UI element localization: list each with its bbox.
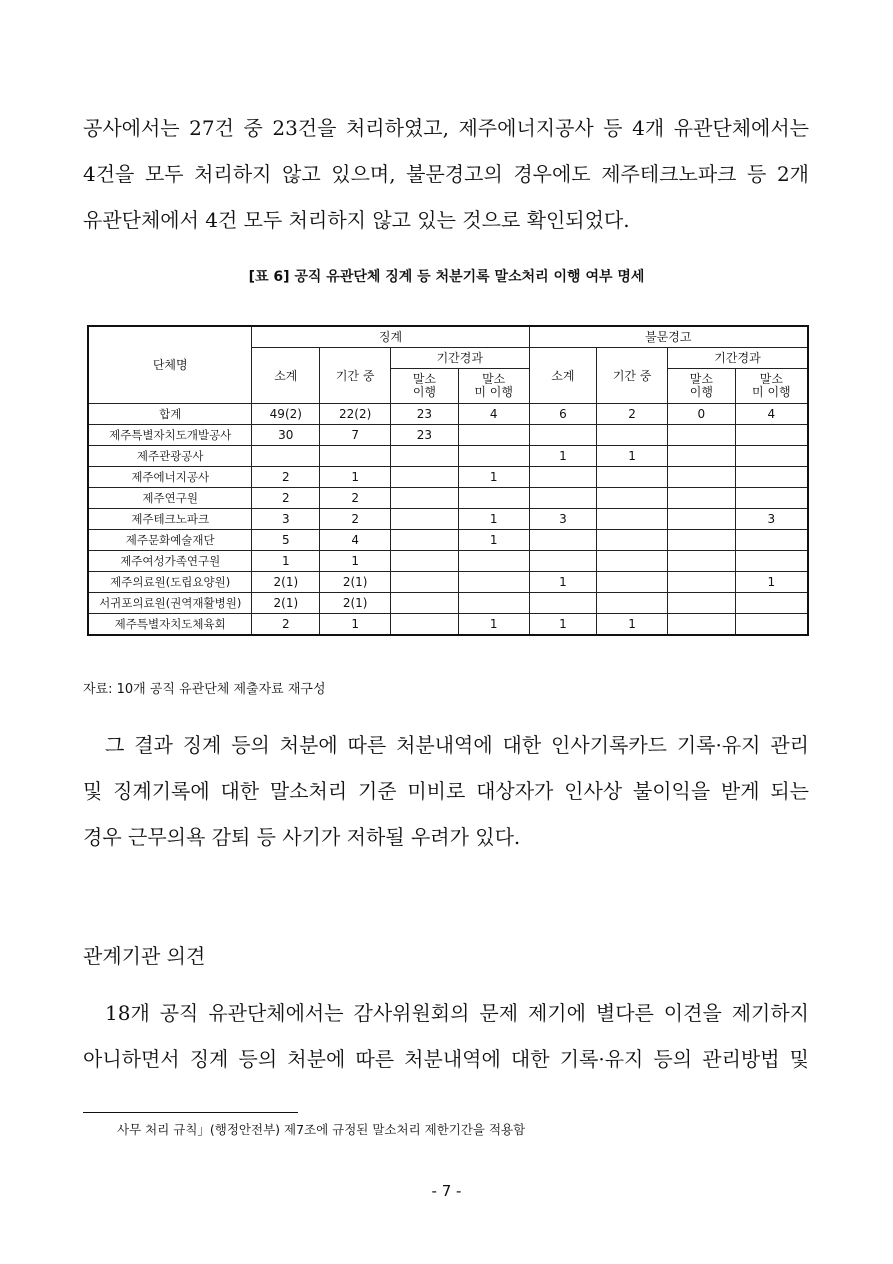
value-cell: 2(1) [252, 572, 320, 593]
org-name-cell: 제주관광공사 [88, 446, 252, 467]
value-cell: 2 [252, 488, 320, 509]
value-cell: 3 [735, 509, 808, 530]
footnote-rule [83, 1112, 298, 1113]
value-cell [735, 551, 808, 572]
org-name-cell: 제주특별자치도체육회 [88, 614, 252, 636]
value-cell: 1 [458, 467, 529, 488]
value-cell [735, 530, 808, 551]
value-cell [597, 488, 668, 509]
value-cell [735, 488, 808, 509]
table-source: 자료: 10개 공직 유관단체 제출자료 재구성 [83, 682, 326, 697]
org-name-cell: 제주특별자치도개발공사 [88, 425, 252, 446]
org-name-cell: 제주의료원(도립요양원) [88, 572, 252, 593]
table-body [88, 404, 808, 636]
page-number: - 7 - [431, 1182, 462, 1200]
value-cell [391, 467, 459, 488]
value-cell: 1 [529, 572, 597, 593]
value-cell [667, 509, 735, 530]
value-cell [667, 593, 735, 614]
value-cell [391, 572, 459, 593]
header-elapsed: 기간경과 [391, 348, 529, 369]
paragraph-1 [83, 105, 809, 243]
table-row [88, 593, 808, 614]
value-cell [735, 425, 808, 446]
value-cell: 1 [597, 614, 668, 636]
value-cell [597, 425, 668, 446]
value-cell [458, 572, 529, 593]
value-cell [391, 551, 459, 572]
header-done: 말소 이행 [391, 369, 459, 404]
table-row [88, 614, 808, 636]
value-cell: 2(1) [320, 572, 391, 593]
value-cell: 7 [320, 425, 391, 446]
value-cell [529, 593, 597, 614]
header-in-period: 기간 중 [320, 348, 391, 404]
value-cell: 1 [458, 614, 529, 636]
paragraph-line: 아니하면서 징계 등의 처분에 따른 처분내역에 대한 기록·유지 등의 관리방법 및 [83, 1047, 809, 1071]
section-heading: 관계기관 의견 [83, 944, 206, 968]
table-row [88, 551, 808, 572]
value-cell: 23 [391, 425, 459, 446]
org-name-cell: 제주에너지공사 [88, 467, 252, 488]
value-cell: 4 [735, 404, 808, 425]
value-cell [458, 551, 529, 572]
header-done: 말소 이행 [667, 369, 735, 404]
value-cell: 1 [252, 551, 320, 572]
value-cell [667, 551, 735, 572]
value-cell: 2 [320, 509, 391, 530]
value-cell [458, 593, 529, 614]
value-cell: 4 [320, 530, 391, 551]
value-cell [667, 425, 735, 446]
value-cell [667, 614, 735, 636]
value-cell [529, 488, 597, 509]
header-warning: 불문경고 [529, 326, 808, 348]
value-cell: 3 [252, 509, 320, 530]
value-cell: 49(2) [252, 404, 320, 425]
value-cell [458, 425, 529, 446]
value-cell: 23 [391, 404, 459, 425]
value-cell: 0 [667, 404, 735, 425]
value-cell [667, 488, 735, 509]
value-cell: 1 [320, 551, 391, 572]
header-org: 단체명 [88, 326, 252, 404]
value-cell: 1 [458, 509, 529, 530]
value-cell [320, 446, 391, 467]
paragraph-line: 18개 공직 유관단체에서는 감사위원회의 문제 제기에 별다른 이견을 제기하지 [105, 1001, 809, 1025]
value-cell: 1 [597, 446, 668, 467]
value-cell [391, 614, 459, 636]
table-row [88, 404, 808, 425]
paragraph-line: 4건을 모두 처리하지 않고 있으며, 불문경고의 경우에도 제주테크노파크 등 2개 [83, 162, 809, 186]
org-name-cell: 서귀포의료원(권역재활병원) [88, 593, 252, 614]
header-subtotal: 소계 [252, 348, 320, 404]
disposal-record-table [87, 325, 809, 636]
value-cell [391, 593, 459, 614]
value-cell: 2 [597, 404, 668, 425]
paragraph-line: 경우 근무의욕 감퇴 등 사기가 저하될 우려가 있다. [83, 825, 521, 849]
value-cell [391, 446, 459, 467]
value-cell [529, 551, 597, 572]
paragraph-line: 공사에서는 27건 중 23건을 처리하였고, 제주에너지공사 등 4개 유관단체에서는 [83, 116, 809, 140]
value-cell [735, 614, 808, 636]
value-cell: 5 [252, 530, 320, 551]
header-not-done: 말소 미 이행 [458, 369, 529, 404]
table-row [88, 467, 808, 488]
value-cell [667, 446, 735, 467]
org-name-cell: 제주문화예술재단 [88, 530, 252, 551]
footnote: 사무 처리 규칙」(행정안전부) 제7조에 규정된 말소처리 제한기간을 적용함 [117, 1122, 526, 1137]
value-cell: 2(1) [252, 593, 320, 614]
value-cell [529, 425, 597, 446]
value-cell: 1 [320, 614, 391, 636]
value-cell: 1 [458, 530, 529, 551]
value-cell: 2 [252, 614, 320, 636]
value-cell [458, 446, 529, 467]
value-cell [597, 572, 668, 593]
paragraph-line: 그 결과 징계 등의 처분에 따른 처분내역에 대한 인사기록카드 기록·유지 관리 [105, 733, 809, 757]
value-cell [667, 572, 735, 593]
value-cell: 3 [529, 509, 597, 530]
value-cell: 2 [252, 467, 320, 488]
value-cell [529, 530, 597, 551]
value-cell [667, 467, 735, 488]
value-cell [529, 467, 597, 488]
table-row [88, 530, 808, 551]
header-discipline: 징계 [252, 326, 529, 348]
value-cell [735, 467, 808, 488]
org-name-cell: 합계 [88, 404, 252, 425]
value-cell [667, 530, 735, 551]
value-cell [391, 509, 459, 530]
header-subtotal: 소계 [529, 348, 597, 404]
value-cell [252, 446, 320, 467]
value-cell: 1 [735, 572, 808, 593]
value-cell: 1 [320, 467, 391, 488]
value-cell: 22(2) [320, 404, 391, 425]
value-cell [391, 488, 459, 509]
value-cell: 2(1) [320, 593, 391, 614]
org-name-cell: 제주여성가족연구원 [88, 551, 252, 572]
value-cell: 1 [529, 446, 597, 467]
value-cell: 2 [320, 488, 391, 509]
value-cell [735, 446, 808, 467]
table-row [88, 488, 808, 509]
value-cell: 6 [529, 404, 597, 425]
value-cell [597, 593, 668, 614]
table-row [88, 425, 808, 446]
header-not-done: 말소 미 이행 [735, 369, 808, 404]
table-caption: [표 6] 공직 유관단체 징계 등 처분기록 말소처리 이행 여부 명세 [248, 269, 645, 285]
org-name-cell: 제주테크노파크 [88, 509, 252, 530]
org-name-cell: 제주연구원 [88, 488, 252, 509]
value-cell: 1 [529, 614, 597, 636]
table-row [88, 509, 808, 530]
paragraph-line: 및 징계기록에 대한 말소처리 기준 미비로 대상자가 인사상 불이익을 받게 되는 [83, 779, 809, 803]
value-cell [597, 551, 668, 572]
value-cell [391, 530, 459, 551]
table-row [88, 446, 808, 467]
header-elapsed: 기간경과 [667, 348, 808, 369]
value-cell: 30 [252, 425, 320, 446]
value-cell [458, 488, 529, 509]
paragraph-2 [83, 722, 809, 860]
value-cell [735, 593, 808, 614]
value-cell [597, 530, 668, 551]
header-in-period: 기간 중 [597, 348, 668, 404]
paragraph-3 [83, 990, 809, 1082]
value-cell [597, 467, 668, 488]
value-cell [597, 509, 668, 530]
value-cell: 4 [458, 404, 529, 425]
table-row [88, 572, 808, 593]
paragraph-line: 유관단체에서 4건 모두 처리하지 않고 있는 것으로 확인되었다. [83, 208, 630, 232]
